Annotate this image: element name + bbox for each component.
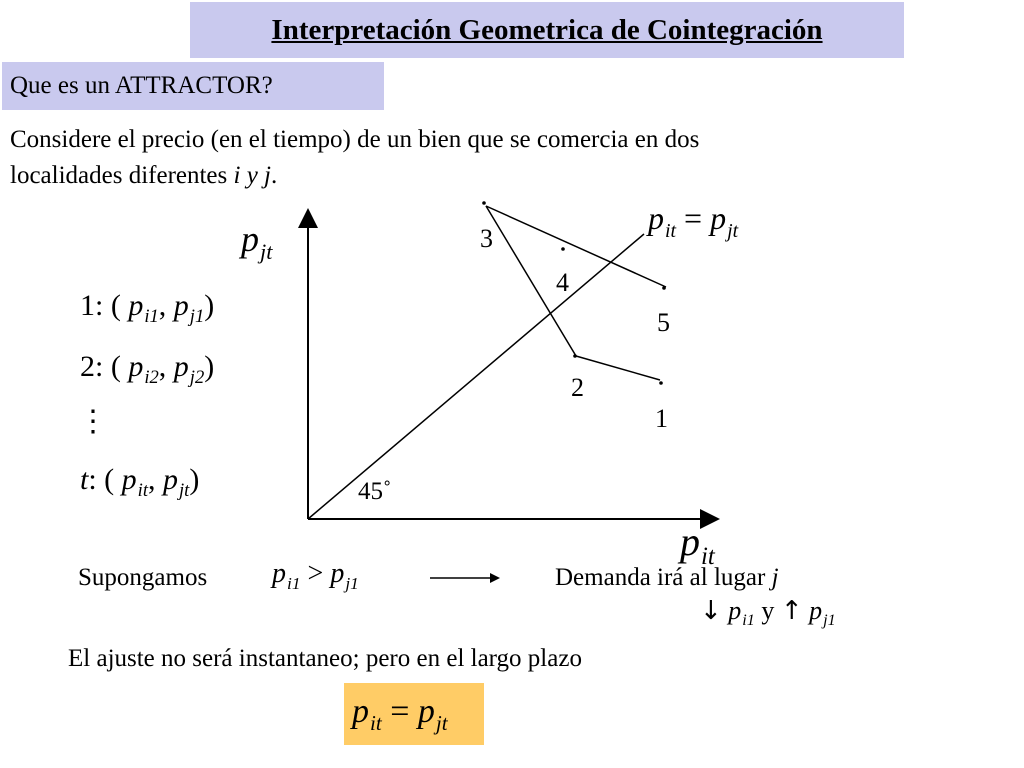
result-sub-left: it bbox=[370, 711, 382, 735]
result-p-right: p bbox=[417, 693, 435, 730]
x-axis-label-sub: it bbox=[701, 543, 715, 571]
obs-2-sep: : ( bbox=[95, 350, 121, 383]
y-axis-label bbox=[241, 218, 273, 265]
result-equals: = bbox=[390, 693, 410, 730]
adj-p-j: p bbox=[809, 596, 823, 625]
obs-1-index: 1 bbox=[80, 289, 95, 322]
obs-t-index: t bbox=[80, 463, 89, 496]
ineq-sub-right: j1 bbox=[345, 573, 359, 593]
obs-2-index: 2 bbox=[80, 350, 95, 383]
obs-t-sep: : ( bbox=[88, 463, 115, 496]
ineq-greater: > bbox=[307, 558, 324, 589]
obs-2-p-b: p bbox=[173, 350, 189, 383]
point-3-label: 3 bbox=[480, 224, 493, 253]
down-arrow-icon: ↓ bbox=[700, 596, 722, 626]
eq-sub-left: it bbox=[665, 219, 677, 242]
demanda-label: Demanda irá al lugar bbox=[555, 564, 772, 591]
eq-p-left: p bbox=[648, 200, 664, 236]
observation-2: 2: ( $p_{i2}$, $p_{j2}$) bbox=[80, 350, 215, 389]
result-sub-right: jt bbox=[435, 711, 448, 735]
obs-2-sub-a: i2 bbox=[144, 367, 159, 389]
long-run-equation bbox=[352, 693, 448, 735]
y-axis-label-sub: jt bbox=[260, 239, 273, 265]
obs-t-p-b: p bbox=[163, 463, 179, 496]
obs-2-p-a: p bbox=[128, 350, 144, 383]
obs-1-sub-a: i1 bbox=[144, 306, 159, 328]
point-3-dot bbox=[482, 201, 486, 205]
attractor-equation bbox=[648, 200, 739, 242]
obs-2-sub-b: j2 bbox=[189, 367, 205, 389]
vertical-dots: ⋮ bbox=[78, 405, 108, 438]
obs-1-p-b: p bbox=[173, 289, 189, 322]
intro-line-2-text: localidades diferentes bbox=[10, 162, 234, 189]
path-segment-2-1 bbox=[576, 356, 660, 380]
assumption-inequality bbox=[272, 558, 359, 593]
point-4-dot bbox=[561, 247, 565, 251]
point-1-dot bbox=[659, 381, 663, 385]
obs-t-sub-a: it bbox=[137, 480, 149, 502]
angle-label: 45˚ bbox=[358, 478, 392, 505]
path-segment-3-5 bbox=[486, 206, 666, 287]
x-axis-label-p: p bbox=[680, 519, 700, 564]
adj-sub-j: j1 bbox=[823, 612, 836, 630]
intro-line-1: Considere el precio (en el tiempo) de un bien que se comercia en dos bbox=[10, 126, 700, 153]
supongamos-label: Supongamos bbox=[78, 564, 208, 591]
eq-sub-right: jt bbox=[727, 219, 739, 242]
adj-p-i: p bbox=[728, 596, 742, 625]
long-run-result-box bbox=[344, 683, 484, 745]
obs-1-p-a: p bbox=[128, 289, 144, 322]
point-1-label: 1 bbox=[655, 404, 668, 433]
x-axis-label bbox=[680, 518, 715, 571]
ineq-sub-left: i1 bbox=[287, 573, 301, 593]
eq-equals: = bbox=[684, 200, 703, 236]
point-5-label: 5 bbox=[657, 308, 670, 337]
slide-title: Interpretación Geometrica de Cointegración bbox=[271, 13, 823, 46]
adj-y-word: y bbox=[754, 596, 781, 625]
ineq-p-left: p bbox=[272, 558, 286, 589]
observation-t: t: ( $p_{it}$, $p_{jt}$) bbox=[80, 463, 200, 502]
point-2-label: 2 bbox=[571, 373, 584, 402]
observation-1: 1: ( $p_{i1}$, $p_{j1}$) bbox=[80, 289, 215, 328]
intro-period: . bbox=[271, 162, 278, 189]
intro-vars: i y j bbox=[233, 162, 272, 189]
ineq-p-right: p bbox=[330, 558, 345, 589]
obs-1-sub-b: j1 bbox=[189, 306, 205, 328]
demanda-var: j bbox=[771, 564, 779, 591]
price-adjustment bbox=[700, 596, 836, 630]
obs-1-sep: : ( bbox=[95, 289, 121, 322]
demanda-text bbox=[555, 564, 779, 592]
up-arrow-icon: ↑ bbox=[780, 596, 803, 626]
eq-p-right: p bbox=[710, 200, 727, 236]
adj-sub-i: i1 bbox=[742, 612, 755, 630]
point-4-label: 4 bbox=[556, 268, 569, 297]
point-5-dot bbox=[662, 286, 666, 290]
attractor-line bbox=[308, 234, 644, 519]
implies-arrow bbox=[428, 568, 508, 588]
point-2-dot bbox=[573, 354, 577, 358]
y-axis-label-p: p bbox=[241, 219, 259, 259]
obs-t-p-a: p bbox=[121, 463, 137, 496]
result-p-left: p bbox=[352, 693, 369, 730]
subtitle: Que es un ATTRACTOR? bbox=[10, 72, 273, 99]
obs-t-sub-b: jt bbox=[179, 480, 190, 502]
ajuste-text: El ajuste no será instantaneo; pero en el largo plazo bbox=[68, 645, 582, 672]
